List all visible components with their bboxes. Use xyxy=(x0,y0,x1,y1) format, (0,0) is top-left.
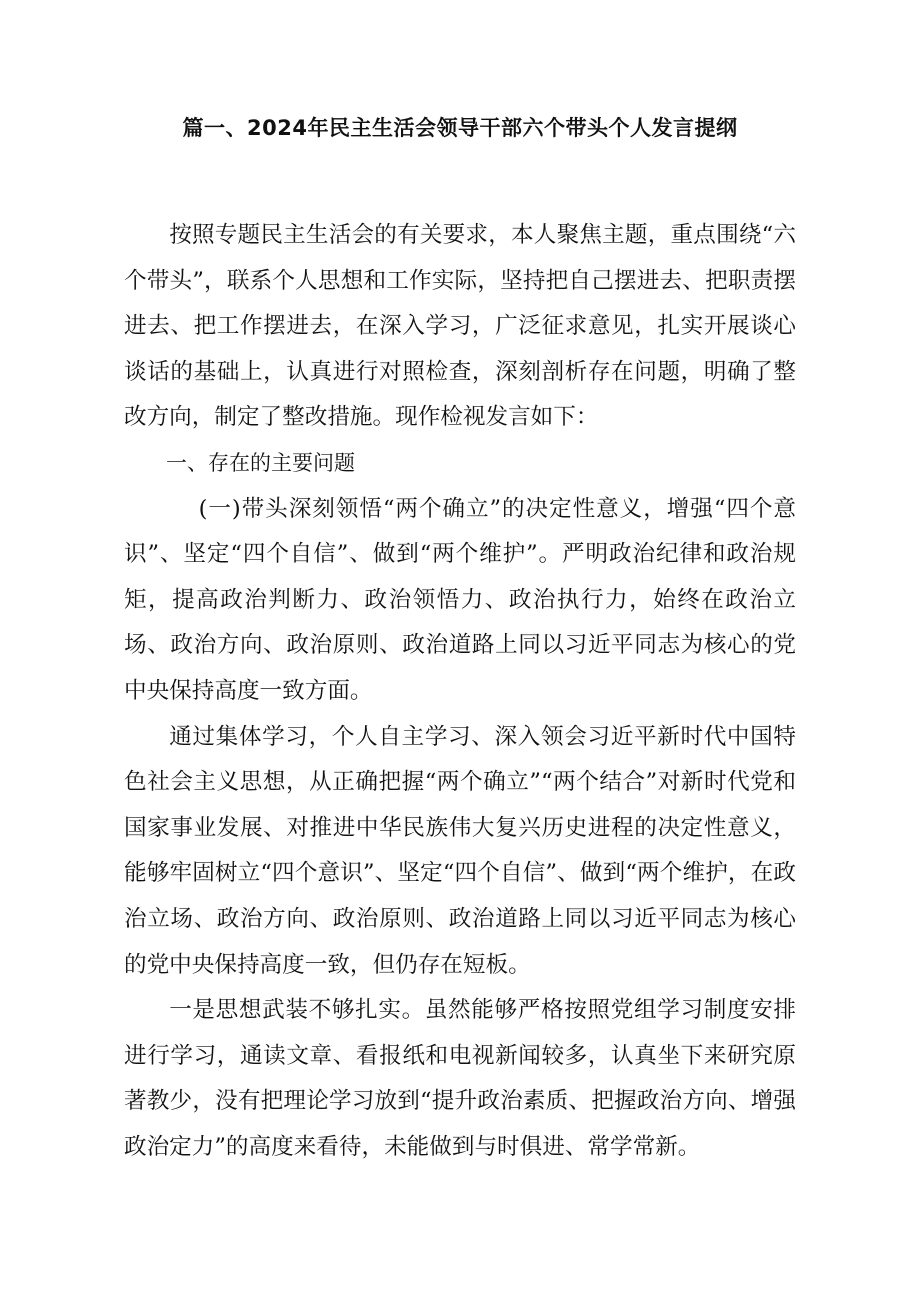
section-heading: 一、存在的主要问题 xyxy=(166,450,355,475)
body-paragraph: 通过集体学习，个人自主学习、深入领会习近平新时代中国特色社会主义思想，从正确把握“两个确立”“两个结合”对新时代党和国家事业发展、对推进中华民族伟大复兴历史进程的决定性意义，能够牢固树立“四个意识”、坚定“四个自信”、做到“两个维护，在政治立场、政治方向、政治原则、政治道路上同以习近平同志为核心的党中央保持高度一致，但仍存在短板。 xyxy=(124,723,796,978)
subsection-paragraph: (一)带头深刻领悟“两个确立”的决定性意义，增强“四个意识”、坚定“四个自信”、做到“两个维护”。严明政治纪律和政治规矩，提高政治判断力、政治领悟力、政治执行力，始终在政治立场、政治方向、政治原则、政治道路上同以习近平同志为核心的党中央保持高度一致方面。 xyxy=(124,495,796,704)
document-title: 篇一、2024年民主生活会领导干部六个带头个人发言提纲 xyxy=(182,116,738,140)
document-body xyxy=(124,213,796,1170)
intro-paragraph: 按照专题民主生活会的有关要求，本人聚焦主题，重点围绕“六个带头”，联系个人思想和工作实际，坚持把自己摆进去、把职责摆进去、把工作摆进去，在深入学习，广泛征求意见，扎实开展谈心谈话的基础上，认真进行对照检查，深刻剖析存在问题，明确了整改方向，制定了整改措施。现作检视发言如下： xyxy=(124,222,796,431)
body-paragraph: 一是思想武装不够扎实。虽然能够严格按照党组学习制度安排进行学习，通读文章、看报纸和电视新闻较多，认真坐下来研究原著教少，没有把理论学习放到“提升政治素质、把握政治方向、增强政治定力”的高度来看待，未能做到与时俱进、常学常新。 xyxy=(124,997,796,1160)
